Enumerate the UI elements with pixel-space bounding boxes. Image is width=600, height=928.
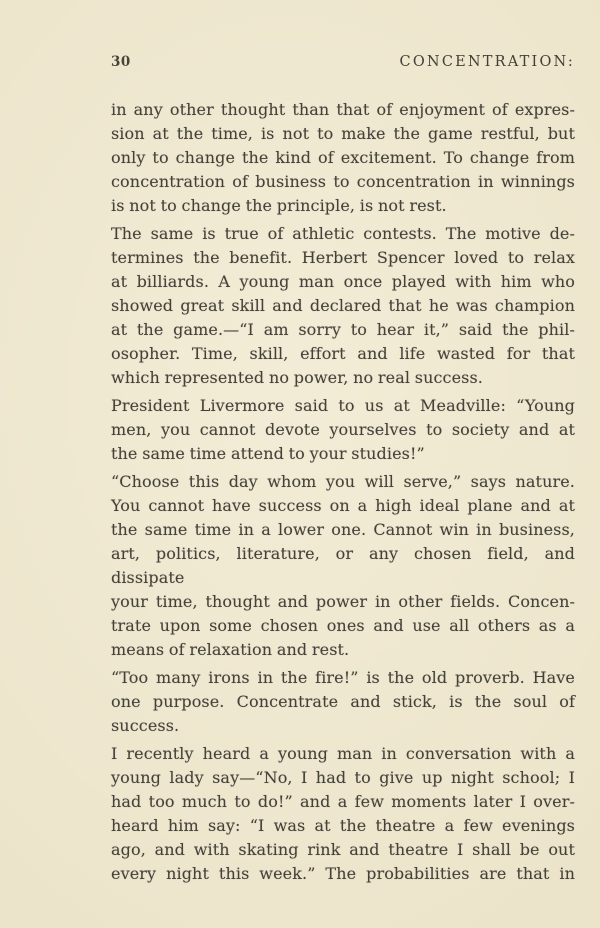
text-line: showed great skill and declared that he was champion [111, 296, 575, 315]
text-line: art, politics, literature, or any chosen field, and dissipate [111, 544, 575, 587]
text-line: at the game.—“I am sorry to hear it,” said the phil- [111, 320, 575, 339]
paragraph [111, 394, 575, 466]
text-line: your time, thought and power in other fields. Concen- [111, 592, 575, 611]
paragraph [111, 470, 575, 662]
text-line: I recently heard a young man in conversation with a [111, 744, 575, 763]
text-line: osopher. Time, skill, effort and life wasted for that [111, 344, 575, 363]
running-head [111, 54, 575, 70]
paragraph [111, 742, 575, 886]
paragraph [111, 666, 575, 738]
text-line: The same is true of athletic contests. The motive de- [111, 224, 575, 243]
text-line: President Livermore said to us at Meadville: “Young [111, 396, 575, 415]
text-line: one purpose. Concentrate and stick, is the soul of [111, 692, 575, 711]
running-title: CONCENTRATION: [399, 54, 575, 70]
text-line: the same time attend to your studies!” [111, 444, 425, 463]
text-line: only to change the kind of excitement. To change from [111, 148, 575, 167]
text-line: is not to change the principle, is not rest. [111, 196, 447, 215]
text-line: in any other thought than that of enjoyment of expres- [111, 100, 575, 119]
text-line: termines the benefit. Herbert Spencer loved to relax [111, 248, 575, 267]
text-line: “Too many irons in the fire!” is the old proverb. Have [111, 668, 575, 687]
text-line: heard him say: “I was at the theatre a few evenings [111, 816, 575, 835]
text-line: which represented no power, no real success. [111, 368, 483, 387]
page-number: 30 [111, 54, 131, 70]
text-line: young lady say—“No, I had to give up night school; I [111, 768, 575, 787]
text-line: every night this week.” The probabilities are that in [111, 864, 575, 883]
text-line: trate upon some chosen ones and use all others as a [111, 616, 575, 635]
text-line: success. [111, 716, 180, 735]
paragraph [111, 222, 575, 390]
text-line: ago, and with skating rink and theatre I shall be out [111, 840, 575, 859]
text-line: concentration of business to concentration in winnings [111, 172, 575, 191]
page-body [111, 98, 575, 890]
text-line: had too much to do!” and a few moments later I over- [111, 792, 575, 811]
text-line: at billiards. A young man once played with him who [111, 272, 575, 291]
text-line: means of relaxation and rest. [111, 640, 350, 659]
text-line: men, you cannot devote yourselves to society and at [111, 420, 575, 439]
paragraph [111, 98, 575, 218]
text-line: “Choose this day whom you will serve,” says nature. [111, 472, 575, 491]
text-line: sion at the time, is not to make the game restful, but [111, 124, 575, 143]
text-line: the same time in a lower one. Cannot win in business, [111, 520, 575, 539]
text-line: You cannot have success on a high ideal plane and at [111, 496, 575, 515]
